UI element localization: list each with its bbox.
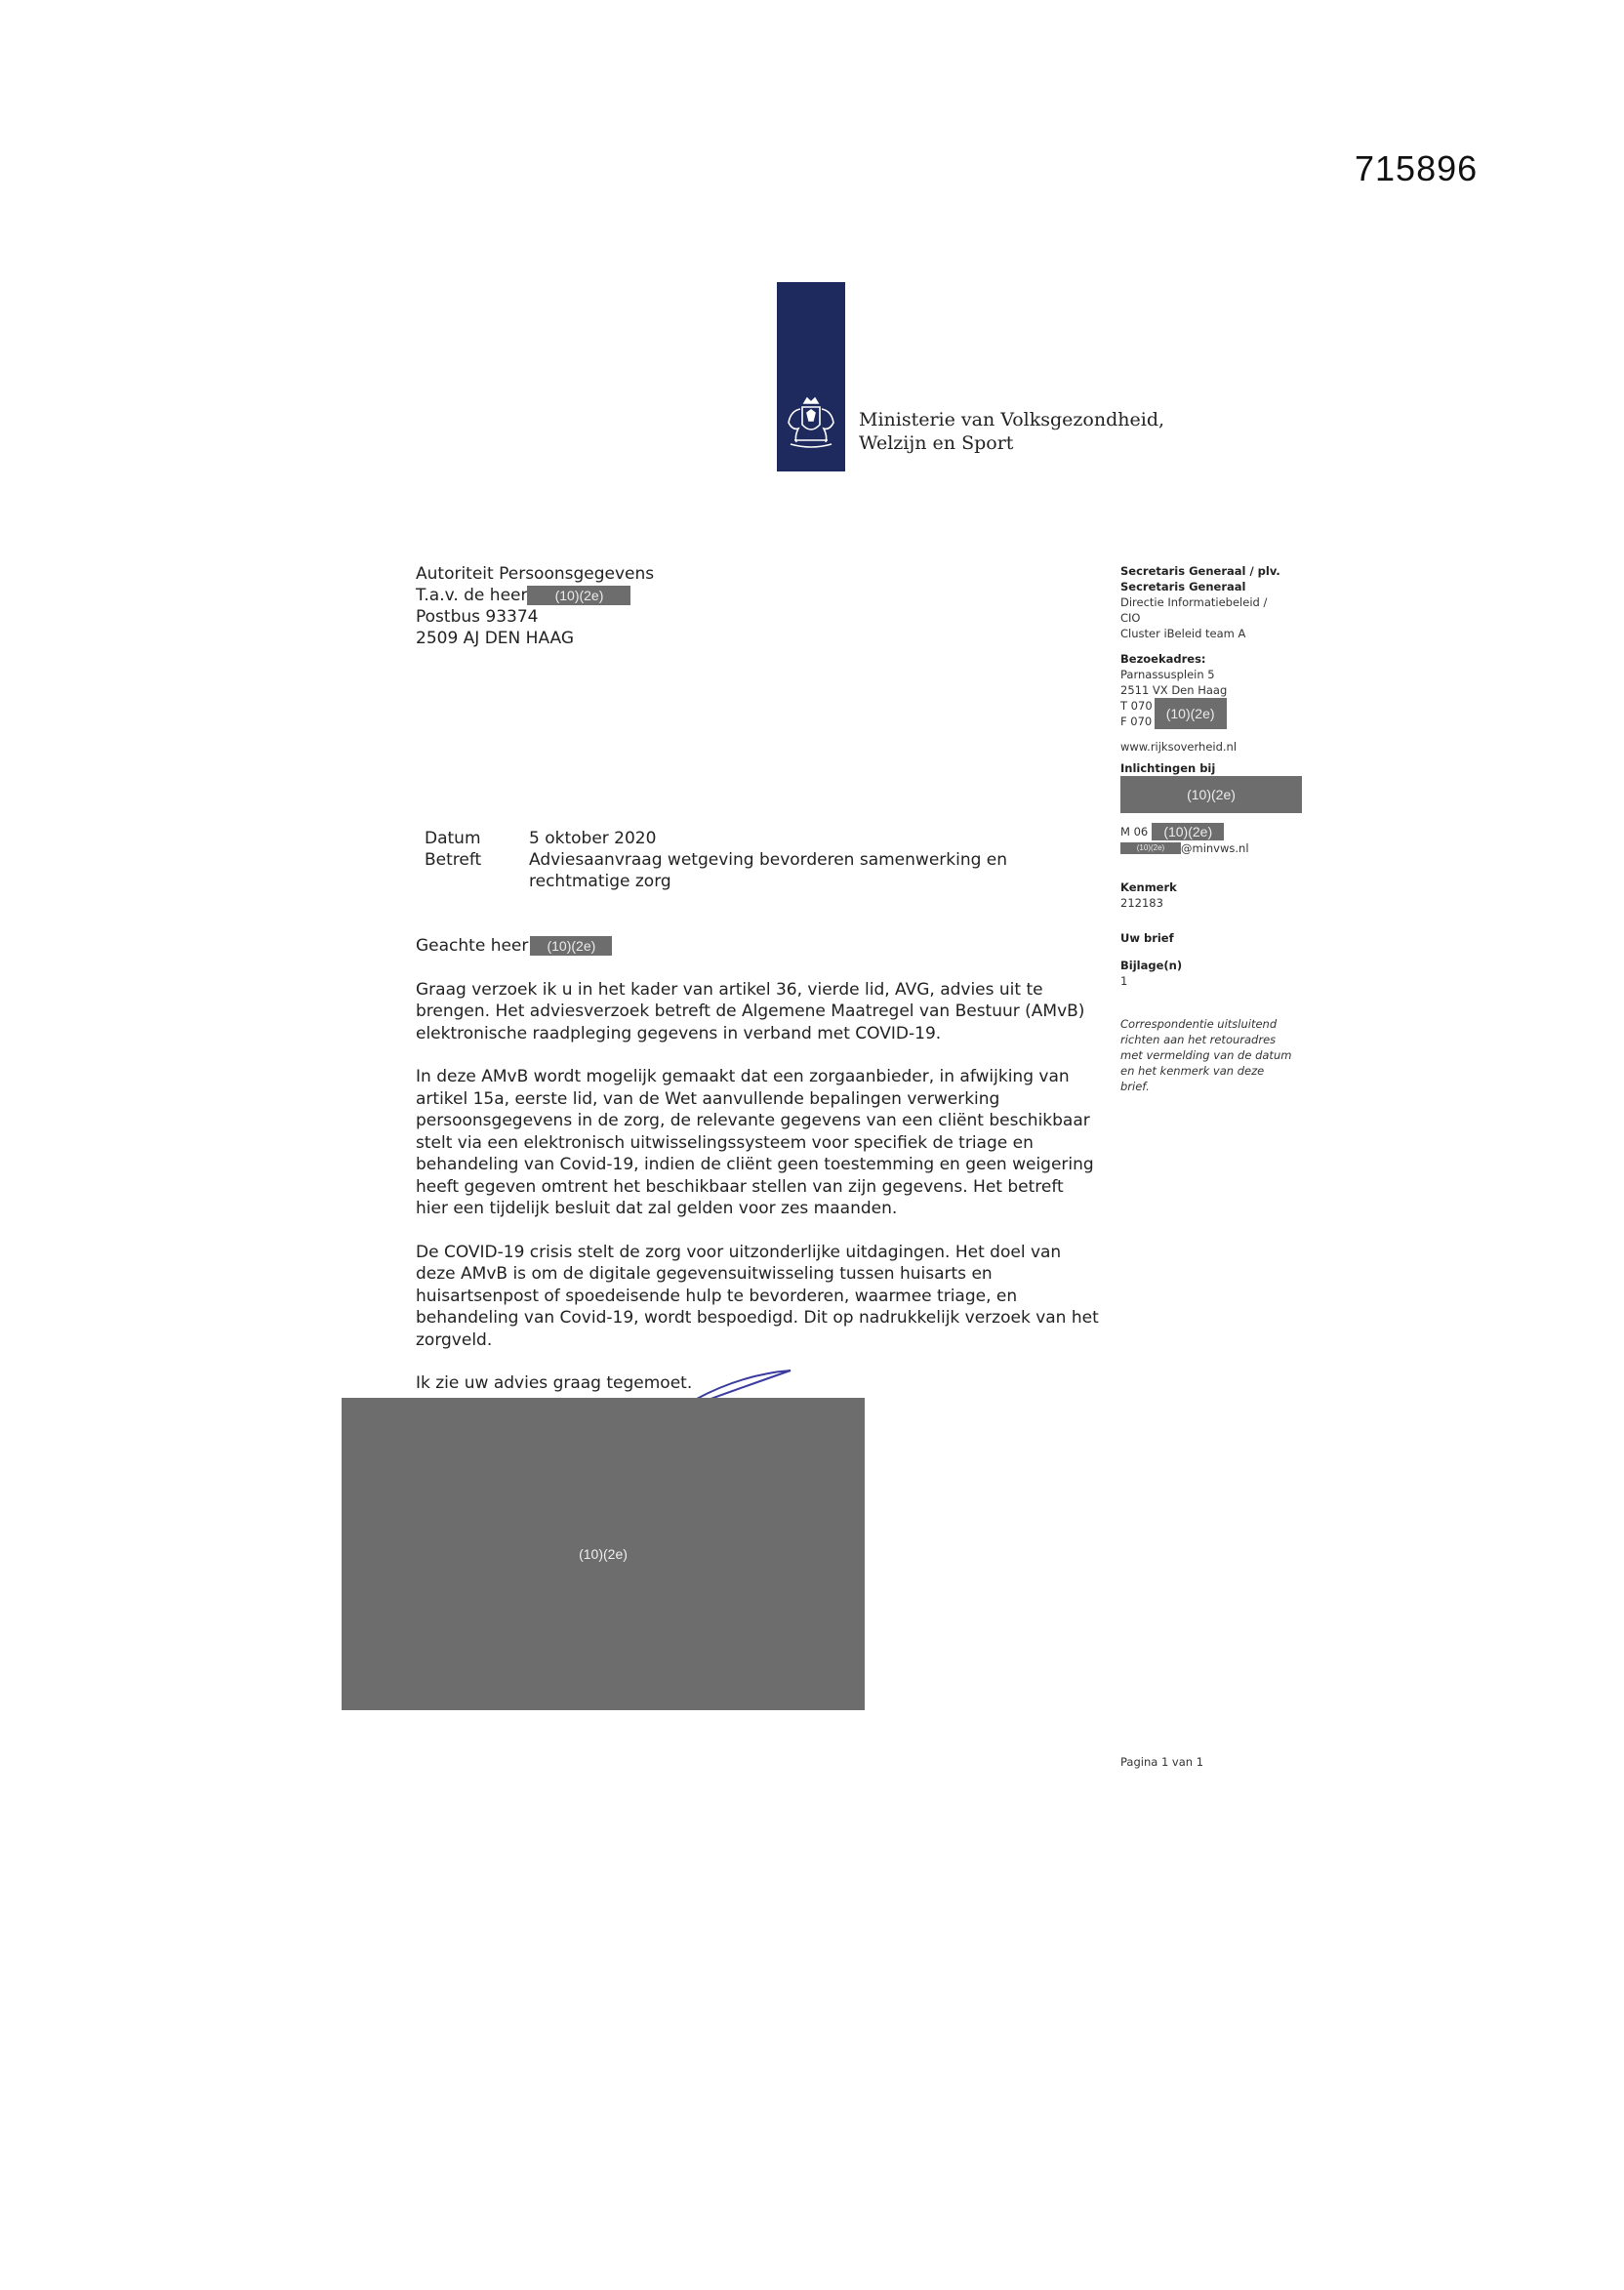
recipient-attn-prefix: T.a.v. de heer xyxy=(416,586,528,605)
sender-sidebar xyxy=(1120,563,1306,1094)
bijlage-value: 1 xyxy=(1120,974,1128,988)
date-value: 5 oktober 2020 xyxy=(529,829,657,848)
email-row xyxy=(1120,840,1306,856)
letter-meta xyxy=(425,828,1036,892)
sender-dept-3: Cluster iBeleid team A xyxy=(1120,627,1246,640)
paragraph: De COVID-19 crisis stelt de zorg voor uitzonderlijke uitdagingen. Het doel van deze AMvB is om de digitale gegevensuitwisseling tussen huisarts en huisartsenpost of spoedeisende hulp te bevorderen, waarmee triage, en behandeling van Covid-19, wordt bespoedigd. Dit op nadrukkelijk verzoek van het zorgveld. xyxy=(416,1242,1099,1350)
correspondence-note: Correspondentie uitsluitend xyxy=(1120,1017,1278,1031)
paragraph: In deze AMvB wordt mogelijk gemaakt dat een zorgaanbieder, in afwijking van artikel 15a, eerste lid, van de Wet aanvullende bepalingen verwerking persoonsgegevens in de zorg, de relevante gegevens van een cliënt beschikbaar stelt via een elektronisch uitwisselingssysteem voor specifiek de triage en behandeling van Covid-19, indien de cliënt geen toestemming en geen weigering heeft gegeven omtrent het beschikbaar stellen van zijn gegevens. Het betreft hier een tijdelijk besluit dat zal gelden voor zes maanden. xyxy=(416,1067,1094,1218)
phone-number: T 070 xyxy=(1120,699,1153,713)
sender-title: Secretaris Generaal / plv. xyxy=(1120,564,1280,578)
salutation xyxy=(416,935,1099,958)
ministry-name-line2: Welzijn en Sport xyxy=(859,432,1014,454)
ministry-name xyxy=(859,408,1164,455)
redaction-box: (10)(2e) xyxy=(1155,698,1227,729)
sender-dept: Directie Informatiebeleid / xyxy=(1120,595,1268,609)
visit-address-label: Bezoekadres: xyxy=(1120,652,1206,666)
correspondence-note-3: met vermelding van de datum xyxy=(1120,1048,1292,1062)
redaction-box: (10)(2e) xyxy=(530,936,612,956)
email-suffix: @minvws.nl xyxy=(1181,841,1249,855)
recipient-org: Autoriteit Persoonsgegevens xyxy=(416,564,655,584)
kenmerk-value: 212183 xyxy=(1120,896,1163,910)
recipient-postbus: Postbus 93374 xyxy=(416,607,539,627)
salutation-text: Geachte heer xyxy=(416,936,529,956)
signature-redaction-box: (10)(2e) xyxy=(342,1398,865,1710)
correspondence-note-5: brief. xyxy=(1120,1080,1150,1093)
mobile-prefix: M 06 xyxy=(1120,825,1149,838)
kenmerk-label: Kenmerk xyxy=(1120,880,1177,894)
sender-title-2: Secretaris Generaal xyxy=(1120,580,1246,593)
correspondence-note-2: richten aan het retouradres xyxy=(1120,1033,1277,1046)
recipient-city: 2509 AJ DEN HAAG xyxy=(416,629,575,648)
recipient-attn xyxy=(416,585,654,606)
letter-body xyxy=(416,935,1099,1416)
closing-line: Ik zie uw advies graag tegemoet. xyxy=(416,1373,693,1393)
correspondence-note-4: en het kenmerk van deze xyxy=(1120,1064,1265,1078)
recipient-address xyxy=(416,563,654,649)
subject-value: Adviesaanvraag wetgeving bevorderen samenwerking en rechtmatige zorg xyxy=(529,850,1008,891)
fax-number: F 070 xyxy=(1120,715,1153,728)
ministry-name-line1: Ministerie van Volksgezondheid, xyxy=(859,409,1165,430)
redaction-box: (10)(2e) xyxy=(1120,776,1302,813)
visit-city: 2511 VX Den Haag xyxy=(1120,683,1228,697)
document-number: 715896 xyxy=(1355,148,1479,188)
subject-label: Betreft xyxy=(425,850,482,870)
phone-fax-block xyxy=(1120,698,1306,729)
visit-street: Parnassusplein 5 xyxy=(1120,668,1215,681)
royal-coat-of-arms-icon xyxy=(781,395,841,452)
redaction-box: (10)(2e) xyxy=(527,586,630,605)
redaction-box: (10)(2e) xyxy=(1152,823,1224,840)
date-label: Datum xyxy=(425,829,481,848)
mobile-row xyxy=(1120,823,1306,840)
sender-dept-2: CIO xyxy=(1120,611,1141,625)
uw-brief-label: Uw brief xyxy=(1120,931,1174,945)
paragraph: Graag verzoek ik u in het kader van artikel 36, vierde lid, AVG, advies uit te brengen. Het adviesverzoek betreft de Algemene Maatregel van Bestuur (AMvB) elektronische raadpleging gegevens in verband met COVID-19. xyxy=(416,979,1085,1043)
page-number: Pagina 1 van 1 xyxy=(1120,1755,1204,1769)
info-label: Inlichtingen bij xyxy=(1120,761,1216,775)
bijlage-label: Bijlage(n) xyxy=(1120,959,1183,972)
redaction-box: (10)(2e) xyxy=(1120,842,1181,854)
website-link[interactable]: www.rijksoverheid.nl xyxy=(1120,740,1238,754)
